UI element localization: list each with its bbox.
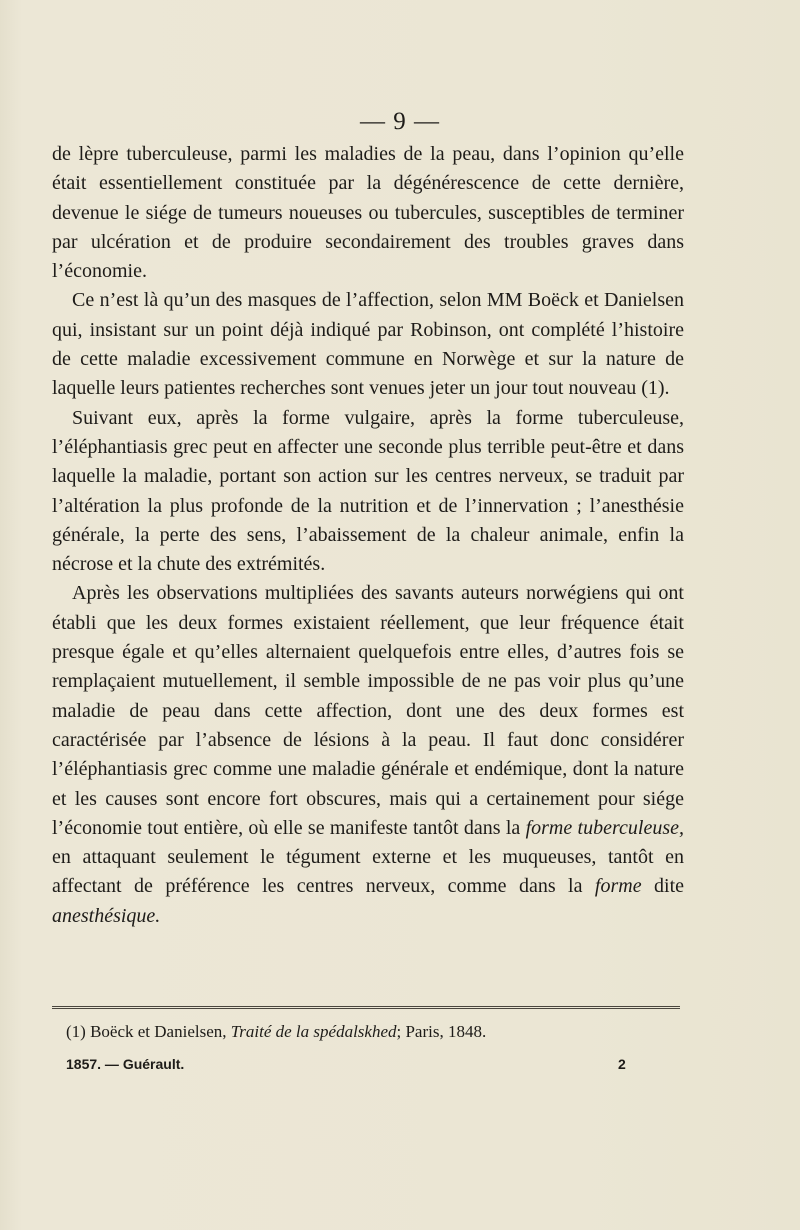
printer-signature: 1857. — Guérault. (66, 1056, 185, 1072)
italic-term-anesthesique: anesthésique. (52, 904, 161, 927)
signature-mark: 2 (618, 1056, 626, 1072)
italic-term-tuberculeuse: forme tuberculeuse, (525, 816, 685, 839)
paragraph-4-text-dite: dite (641, 875, 684, 898)
footnote-authors: Boëck et Danielsen, (85, 1022, 231, 1041)
body-text (52, 140, 684, 931)
footnote-marker: (1) (66, 1022, 86, 1041)
footnote (66, 1020, 686, 1044)
paragraph-3: Suivant eux, après la forme vulgaire, après la forme tuberculeuse, l’éléphantiasis grec peut en affecter une seconde plus terrible peut-être et dans laquelle la maladie, portant son action sur les centres nerveux, se traduit par l’altération la plus profonde de la nutrition et de l’innervation ; l’anesthésie générale, la perte des sens, l’abaissement de la chaleur animale, enfin la nécrose et la chute des extrémités. (52, 406, 684, 576)
paragraph-2: Ce n’est là qu’un des masques de l’affection, selon MM Boëck et Danielsen qui, insistant sur un point déjà indiqué par Robinson, ont complété l’histoire de cette maladie excessivement commune en Norwège et sur la nature de laquelle leurs patientes recherches sont venues jeter un jour tout nouveau (1). (52, 289, 684, 400)
italic-term-forme: forme (594, 875, 642, 898)
paragraph-1: de lèpre tuberculeuse, parmi les maladies de la peau, dans l’opinion qu’elle était essentiellement constituée par la dégénérescence de cette dernière, devenue le siége de tumeurs noueuses ou tubercules, susceptibles de terminer par ulcération et de produire secondairement des troubles graves dans l’économie. (52, 143, 684, 283)
paragraph-4-text-cont: en attaquant seulement le tégument externe et les muqueuses, tantôt en affectant de préférence les centres nerveux, comme dans la (52, 846, 684, 898)
footnote-divider (52, 1006, 680, 1009)
footnote-rest: ; Paris, 1848. (396, 1022, 487, 1041)
footnote-title: Traité de la spédalskhed (230, 1022, 397, 1041)
paragraph-4 (52, 579, 684, 931)
paragraph-4-text: Après les observations multipliées des savants auteurs norwégiens qui ont établi que les deux formes existaient réellement, que leur fréquence était presque égale et qu’elles alternaient quelquefois entre elles, d’autres fois se remplaçaient mutuellement, il semble impossible de ne pas voir plus qu’une maladie de peau dans cette affection, dont une des deux formes est caractérisée par l’absence de lésions à la peau. Il faut donc considérer l’éléphantiasis grec comme une maladie générale et endémique, dont la nature et les causes sont encore fort obscures, mais qui a certainement pour siége l’économie tout entière, où elle se manifeste tantôt dans la (52, 582, 684, 839)
page-number-header: — 9 — (360, 108, 440, 135)
